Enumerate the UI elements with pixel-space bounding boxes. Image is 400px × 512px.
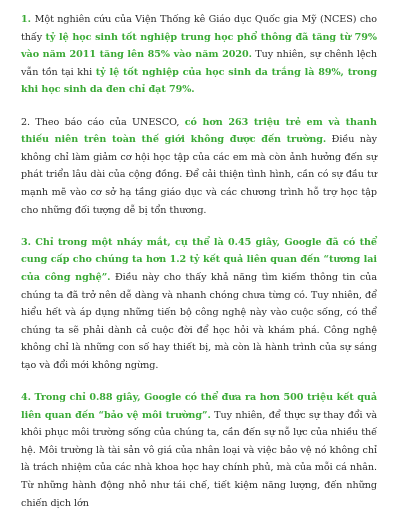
paragraph-1-segment: 1.	[21, 14, 35, 25]
document-page	[21, 11, 377, 512]
paragraph-3-segment: Điều này cho thấy khả năng tìm kiếm thông tin của chúng ta đã trở nên dễ dàng và nhanh chóng chưa từng có. Tuy nhiên, để hiểu hết và áp dụng những tiến bộ công nghệ này vào cuộc sống, có thể chúng ta sẽ phải dành cả cuộc đời để học hỏi và khám phá. Công nghệ không chỉ là những con số hay thiết bị, mà còn là hành trình của sự sáng tạo và đổi mới không ngừng.	[21, 271, 377, 371]
paragraph-2-segment: Theo báo cáo của UNESCO,	[35, 116, 185, 128]
paragraph-4-highlight: 4. Trong chỉ 0.88 giây, Google có thể đưa ra hơn 500 triệu kết quả liên quan đến “bảo vệ môi trường”.	[21, 392, 377, 421]
paragraph-3	[21, 234, 377, 375]
paragraph-2-highlight: có hơn 263 triệu trẻ em và thanh thiếu niên trên toàn thế giới không được đến trường.	[21, 116, 377, 146]
paragraph-2-segment: 2.	[21, 116, 36, 128]
paragraph-4	[21, 389, 377, 512]
paragraph-3-highlight: 3. Chỉ trong một nháy mắt, cụ thể là 0.45 giây, Google đã có thể cung cấp cho chúng ta hơn 1.2 tỷ kết quả liên quan đến “tương lai của công nghệ”.	[21, 236, 377, 283]
paragraph-1-segment: Một nghiên cứu của Viện Thống kê Giáo dục Quốc gia Mỹ (NCES) cho thấy	[21, 14, 377, 43]
paragraph-2	[21, 114, 377, 220]
paragraph-1-segment: Tuy nhiên, sự chênh lệch vẫn tồn tại khi	[21, 49, 377, 78]
paragraph-4-segment: Tuy nhiên, để thực sự thay đổi và khôi phục môi trường sống của chúng ta, cần đến sự nỗ lực của nhiều thế hệ. Môi trường là tài sản vô giá của nhân loại và việc bảo vệ nó không chỉ là trách nhiệm của các nhà khoa học hay chính phủ, mà của mỗi cá nhân. Từ những hành động nhỏ như tái chế, tiết kiệm năng lượng, đến những chiến dịch lớn	[21, 409, 377, 509]
paragraph-1	[21, 11, 377, 99]
paragraph-1-highlight: tỷ lệ tốt nghiệp của học sinh da trắng là 89%, trong khi học sinh da đen chỉ đạt 79%.	[21, 66, 378, 96]
paragraph-2-segment: Điều này không chỉ làm giảm cơ hội học tập của các em mà còn ảnh hưởng đến sự phát triển lâu dài của cộng đồng. Để cải thiện tình hình, cần có sự đầu tư mạnh mẽ vào cơ sở hạ tầng giáo dục và các chương trình hỗ trợ học tập cho những đối tượng dễ bị tổn thương.	[21, 134, 377, 216]
paragraph-1-highlight: tỷ lệ học sinh tốt nghiệp trung học phổ thông đã tăng từ 79% vào năm 2011 tăng lên 85% vào năm 2020.	[21, 31, 377, 61]
